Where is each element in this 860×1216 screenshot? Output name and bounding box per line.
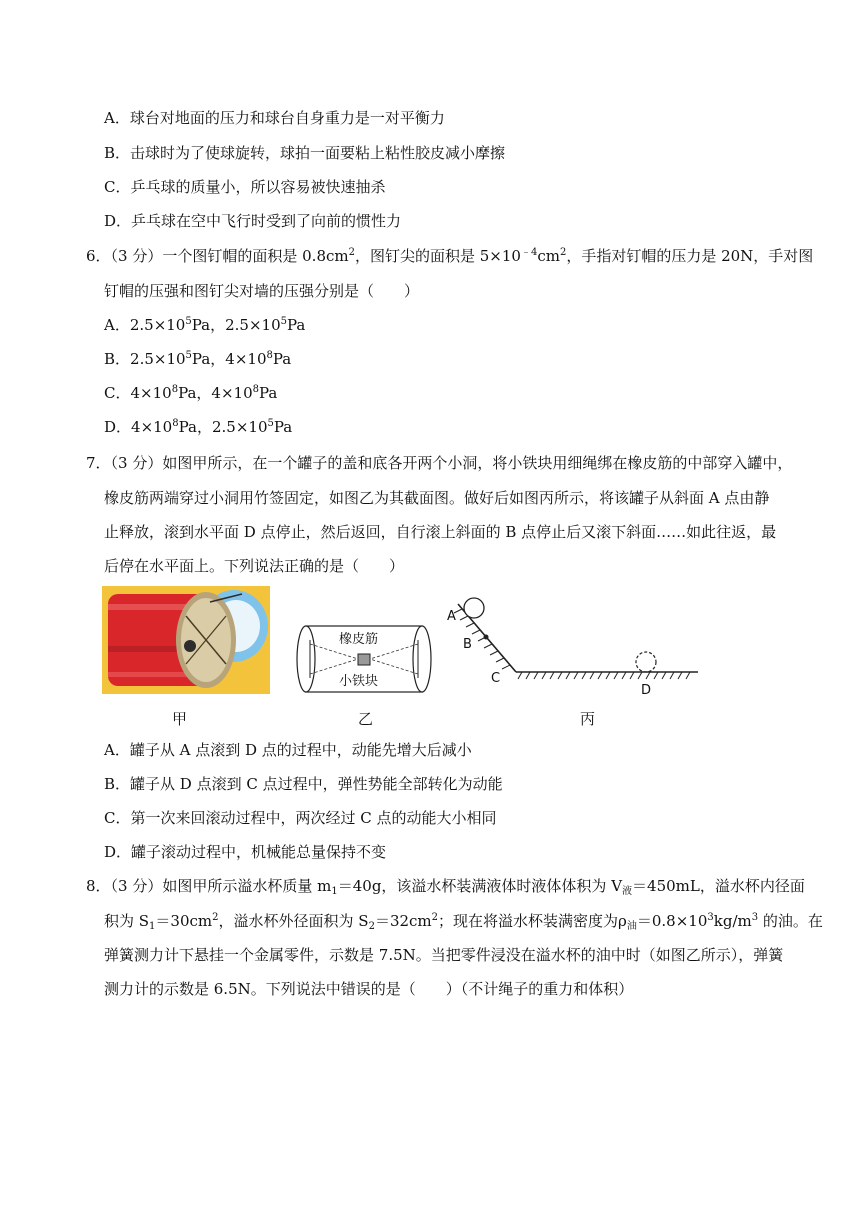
label-rubber-band: 橡皮筋 — [339, 628, 378, 647]
q8-text: ；现在将溢水杯装满密度为ρ — [438, 912, 627, 930]
q8-sub: 2 — [368, 921, 375, 932]
option-text: Pa — [272, 350, 292, 368]
option-text: 4×10 — [130, 384, 172, 402]
caption-bing: 丙 — [580, 710, 596, 728]
q8-text: ＝450mL，溢水杯内径面 — [632, 877, 805, 895]
option-letter: B． — [104, 350, 131, 368]
option-exp: 8 — [172, 418, 179, 429]
option-exp: 5 — [185, 316, 192, 327]
point-d-label: D — [641, 683, 652, 698]
option-text: Pa，2.5×10 — [191, 316, 281, 334]
q6-sup-2a: 2 — [348, 247, 355, 258]
option-exp: 5 — [185, 350, 192, 361]
q8-text: ，溢水杯外径面积为 S — [218, 912, 369, 930]
figure-jia-can-photo — [102, 586, 270, 694]
q8-sup: 2 — [431, 912, 439, 923]
q8-text: ＝32cm — [374, 912, 432, 930]
option-text: Pa，4×10 — [178, 384, 253, 402]
option-text: Pa — [286, 316, 306, 334]
option-letter: D． — [104, 418, 132, 436]
q7-stem-line4: 后停在水平面上。下列说法正确的是（ ） — [104, 557, 405, 575]
q8-text: ＝40g，该溢水杯装满液体时液体体积为 V — [337, 877, 623, 895]
q8-text: ＝30cm — [155, 912, 213, 930]
caption-yi: 乙 — [358, 710, 374, 728]
point-a-label: A — [447, 609, 456, 624]
q6-stem-line2: 钉帽的压强和图钉尖对墙的压强分别是（ ） — [104, 282, 420, 300]
incline-diagram — [440, 594, 702, 694]
q6-option-d — [104, 417, 292, 437]
q7-stem-line3: 止释放，滚到水平面 D 点停止，然后返回，自行滚上斜面的 B 点停止后又滚下斜面……如此往返，最 — [104, 523, 777, 541]
q6-option-c — [104, 383, 277, 403]
q8-stem-line2 — [104, 911, 823, 931]
q6-number: 6． — [86, 247, 111, 265]
q8-sup: 3 — [707, 912, 714, 923]
option-text: Pa，2.5×10 — [178, 418, 268, 436]
q6-text-d: ，手指对钉帽的压力是 20N，手对图 — [566, 247, 814, 265]
can-photo-icon — [102, 586, 270, 694]
q8-text: ＝0.8×10 — [636, 912, 708, 930]
q7-option-c: C．第一次来回滚动过程中，两次经过 C 点的动能大小相同 — [104, 809, 497, 827]
q5-option-b: B．击球时为了使球旋转，球拍一面要粘上粘性胶皮减小摩擦 — [104, 144, 506, 162]
caption-jia: 甲 — [172, 710, 188, 728]
figure-bing-incline — [440, 594, 702, 694]
option-exp: 8 — [252, 384, 259, 395]
q7-option-b: B．罐子从 D 点滚到 C 点过程中，弹性势能全部转化为动能 — [104, 775, 503, 793]
q8-sub: 液 — [622, 886, 633, 897]
q7-stem-line1: 7．（3 分）如图甲所示，在一个罐子的盖和底各开两个小洞，将小铁块用细绳绑在橡皮筋的中部穿入罐中， — [86, 454, 793, 472]
q8-stem-line4: 测力计的示数是 6.5N。下列说法中错误的是（ ）（不计绳子的重力和体积） — [104, 980, 634, 998]
q6-score: （3 分） — [110, 247, 163, 265]
option-text: Pa，4×10 — [191, 350, 267, 368]
q6-text-b: ，图钉尖的面积是 5×10 — [354, 247, 521, 265]
option-exp: 5 — [267, 418, 274, 429]
option-text: 4×10 — [131, 418, 173, 436]
point-b-label: B — [463, 637, 472, 652]
q8-sup: 3 — [751, 912, 759, 923]
label-iron-block: 小铁块 — [339, 670, 378, 689]
q6-text-c: cm — [537, 247, 560, 265]
option-letter: A． — [104, 316, 130, 334]
point-c-label: C — [491, 671, 501, 686]
q6-exp: ﹣4 — [520, 247, 538, 258]
q7-option-a: A．罐子从 A 点滚到 D 点的过程中，动能先增大后减小 — [104, 741, 472, 759]
option-text: 2.5×10 — [129, 316, 186, 334]
q8-sub: 油 — [626, 921, 637, 932]
q8-text: 积为 S — [104, 912, 150, 930]
option-exp: 5 — [280, 316, 287, 327]
q8-stem-line1 — [86, 876, 805, 896]
option-text: 2.5×10 — [130, 350, 186, 368]
q8-stem-line3: 弹簧测力计下悬挂一个金属零件，示数是 7.5N。当把零件浸没在溢水杯的油中时（如图乙所示），弹簧 — [104, 946, 784, 964]
option-text: Pa — [259, 384, 278, 402]
q8-sub: 1 — [149, 921, 156, 932]
q8-sup: 2 — [212, 912, 219, 923]
q5-option-c: C．乒乓球的质量小，所以容易被快速抽杀 — [104, 178, 386, 196]
q5-option-d: D．乒乓球在空中飞行时受到了向前的惯性力 — [104, 212, 402, 230]
q6-text-a: 一个图钉帽的面积是 0.8cm — [162, 247, 349, 265]
q8-text: 8．（3 分）如图甲所示溢水杯质量 m — [86, 877, 332, 895]
q6-stem-line1 — [86, 246, 813, 266]
q6-option-b — [104, 349, 291, 369]
q8-sub: 1 — [331, 886, 338, 897]
q6-sup-2b: 2 — [559, 247, 567, 258]
q8-text: kg/m — [713, 912, 752, 930]
option-letter: C． — [104, 384, 131, 402]
q7-option-d: D．罐子滚动过程中，机械能总量保持不变 — [104, 843, 387, 861]
q7-stem-line2: 橡皮筋两端穿过小洞用竹签固定，如图乙为其截面图。做好后如图丙所示，将该罐子从斜面 A 点由静 — [104, 489, 770, 507]
option-exp: 8 — [171, 384, 179, 395]
option-text: Pa — [273, 418, 293, 436]
q8-text: 的油。在 — [758, 912, 823, 930]
q6-option-a — [104, 315, 305, 335]
option-exp: 8 — [266, 350, 273, 361]
q5-option-a: A．球台对地面的压力和球台自身重力是一对平衡力 — [104, 109, 445, 127]
